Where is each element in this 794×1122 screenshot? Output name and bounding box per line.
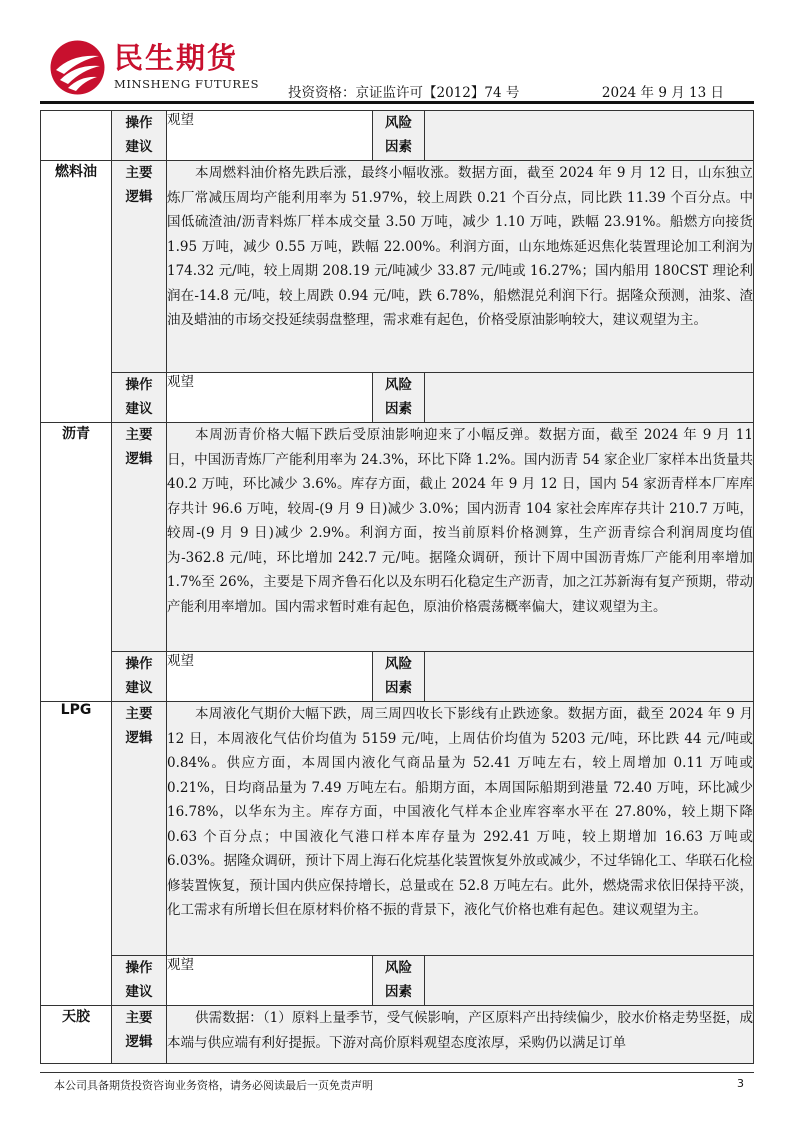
logic-text: 本周液化气期价大幅下跌，周三周四收长下影线有止跌迹象。数据方面，截至 2024 年 9 月 12 日，本周液化气估价均值为 5159 元/吨，上周估价均值为 5203 元/吨，环比跌 44 元/吨或 0.84%。供应方面，本周国内液化气商品量为 52.41 万吨左右，较上周增加 0.11 万吨或 0.21%，日均商品量为 7.49 万吨左右。船期方面，本周国际船期到港量 72.40 万吨，环比减少 16.78%，以华东为主。库存方面，中国液化气样本企业库容率水平在 27.80%，较上期下降 0.63 个百分点；中国液化气港口样本库存量为 292.41 万吨，较上期增加 16.63 万吨或 6.03%。据隆众调研，预计下周上海石化烷基化装置恢复外放或减少，不过华锦化工、华联石化检修装置恢复，预计国内供应保持增长，总量或在 52.8 万吨左右。此外，燃烧需求依旧保持平淡，化工需求有所增长但在原材料价格不振的背景下，液化气价格也难有起色。建议观望为主。 [167, 702, 754, 956]
operation-value: 观望 [167, 111, 373, 161]
operation-value: 观望 [167, 373, 373, 423]
logic-label: 主要 逻辑 [112, 702, 167, 956]
table-row [41, 373, 754, 423]
operation-label: 操作 建议 [112, 652, 167, 702]
report-date: 2024 年 9 月 13 日 [601, 85, 724, 101]
category-fuel-oil: 燃料油 [41, 161, 112, 423]
brand-name-cn: 民生期货 [114, 41, 239, 75]
category-lpg: LPG [41, 702, 112, 1006]
risk-value [425, 956, 754, 1006]
table-row [41, 956, 754, 1006]
logic-text: 本周燃料油价格先跌后涨，最终小幅收涨。数据方面，截至 2024 年 9 月 12 日，山东独立炼厂常减压周均产能利用率为 51.97%，较上周跌 0.21 个百分点，同比跌 11.39 个百分点。中国低硫渣油/沥青料炼厂样本成交量 3.50 万吨，减少 1.10 万吨，跌幅 23.91%。船燃方向接货 1.95 万吨，减少 0.55 万吨，跌幅 22.00%。利润方面，山东地炼延迟焦化装置理论加工利润为 174.32 元/吨，较上周期 208.19 元/吨减少 33.87 元/吨或 16.27%；国内船用 180CST 理论利润在-14.8 元/吨，较上周跌 0.94 元/吨，跌 6.78%，船燃混兑利润下行。据隆众预测，油浆、渣油及蜡油的市场交投延续弱盘整理，需求难有起色，价格受原油影响较大，建议观望为主。 [167, 161, 754, 373]
risk-label: 风险 因素 [373, 111, 425, 161]
operation-value: 观望 [167, 956, 373, 1006]
table-row [41, 702, 754, 956]
table-row [41, 111, 754, 161]
table-row [41, 652, 754, 702]
risk-value [425, 111, 754, 161]
operation-label: 操作 建议 [112, 956, 167, 1006]
table-row [41, 1006, 754, 1064]
header-divider [40, 101, 754, 104]
risk-label: 风险 因素 [373, 373, 425, 423]
operation-value: 观望 [167, 652, 373, 702]
operation-label: 操作 建议 [112, 373, 167, 423]
table-row [41, 423, 754, 652]
logic-label: 主要 逻辑 [112, 423, 167, 652]
category-cell-empty [41, 111, 112, 161]
license-info: 投资资格：京证监许可【2012】74 号 [288, 85, 520, 101]
risk-label: 风险 因素 [373, 652, 425, 702]
category-natural-rubber: 天胶 [41, 1006, 112, 1064]
page-header [0, 0, 794, 104]
brand-name-en: MINSHENG FUTURES [114, 77, 260, 91]
risk-value [425, 373, 754, 423]
minsheng-logo-icon [50, 40, 105, 95]
table-row [41, 161, 754, 373]
operation-label: 操作 建议 [112, 111, 167, 161]
logic-text: 供需数据：（1）原料上量季节，受气候影响，产区原料产出持续偏少，胶水价格走势坚挺，成本端与供应端有利好提振。下游对高价原料观望态度浓厚，采购仍以满足订单 [167, 1006, 754, 1064]
footer-disclaimer: 本公司具备期货投资咨询业务资格，请务必阅读最后一页免责声明 [54, 1079, 373, 1092]
risk-label: 风险 因素 [373, 956, 425, 1006]
risk-value [425, 652, 754, 702]
page-number: 3 [737, 1077, 744, 1090]
commodity-table [40, 110, 754, 1064]
category-asphalt: 沥青 [41, 423, 112, 702]
footer-divider [40, 1072, 754, 1073]
logic-label: 主要 逻辑 [112, 161, 167, 373]
logic-text: 本周沥青价格大幅下跌后受原油影响迎来了小幅反弹。数据方面，截至 2024 年 9 月 11 日，中国沥青炼厂产能利用率为 24.3%，环比下降 1.2%。国内沥青 54 家企业厂家样本出货量共 40.2 万吨，环比减少 3.6%。库存方面，截止 2024 年 9 月 12 日，国内 54 家沥青样本厂库库存共计 96.6 万吨，较周-(9 月 9 日)减少 3.0%；国内沥青 104 家社会库库存共计 210.7 万吨，较周-(9 月 9 日)减少 2.9%。利润方面，按当前原料价格测算，生产沥青综合利润周度均值为-362.8 元/吨，环比增加 242.7 元/吨。据隆众调研，预计下周中国沥青炼厂产能利用率增加 1.7%至 26%，主要是下周齐鲁石化以及东明石化稳定生产沥青，加之江苏新海有复产预期，带动产能利用率增加。国内需求暂时难有起色，原油价格震荡概率偏大，建议观望为主。 [167, 423, 754, 652]
logic-label: 主要 逻辑 [112, 1006, 167, 1064]
